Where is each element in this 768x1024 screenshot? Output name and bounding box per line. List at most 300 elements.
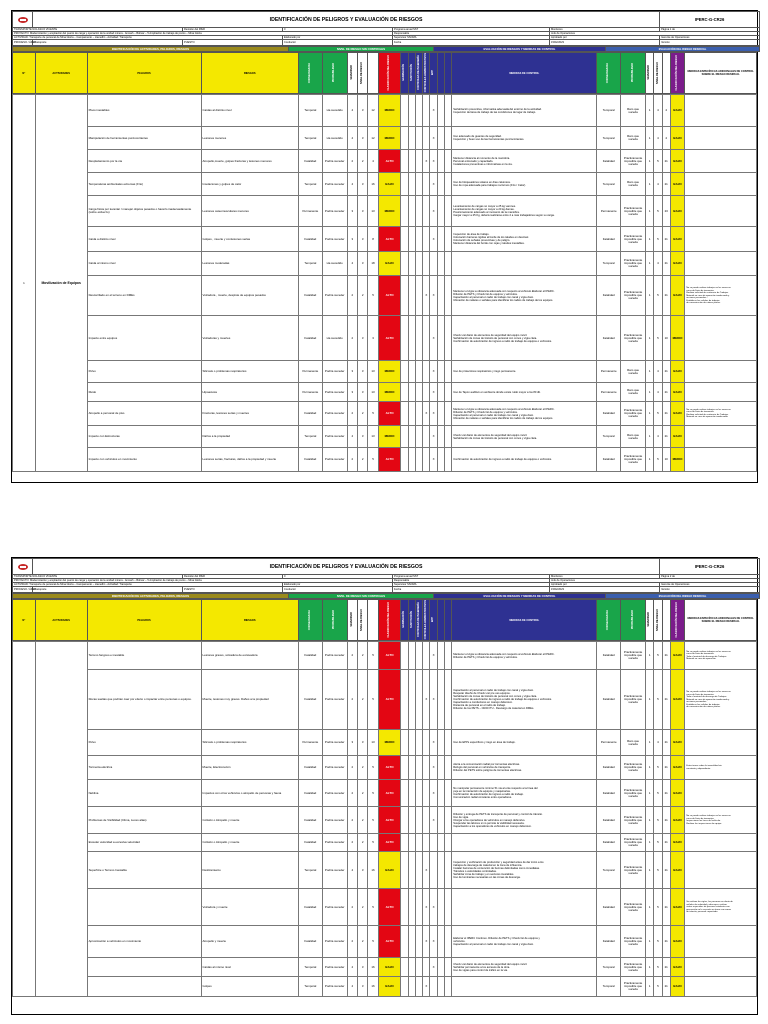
risk-cell: Hipoacusia bbox=[201, 383, 298, 402]
control-sust-cell bbox=[408, 670, 415, 730]
residual-consequence-cell: Fatalidad bbox=[597, 807, 621, 834]
score-a-cell: 2 bbox=[347, 642, 357, 670]
risk-row bbox=[13, 926, 757, 958]
score-b-cell: 3 bbox=[357, 95, 367, 127]
residual-probability-cell: Practicamente imposible que suceda bbox=[621, 852, 646, 889]
residual-level-badge: BAJO bbox=[670, 670, 685, 730]
residual-score-d-cell: 1 bbox=[645, 426, 653, 448]
score-b-cell: 3 bbox=[357, 977, 367, 997]
risk-level-badge: ALTO bbox=[378, 276, 401, 316]
residual-level-badge: BAJO bbox=[670, 127, 685, 150]
score-b-cell: 3 bbox=[357, 426, 367, 448]
score-a-cell: 2 bbox=[347, 834, 357, 852]
score-b-cell: 3 bbox=[357, 852, 367, 889]
residual-probability-cell: Raro que suceda bbox=[621, 730, 646, 756]
residual-consequence-cell: Fatalidad bbox=[597, 150, 621, 173]
probability-cell: Podría suceder bbox=[322, 958, 347, 977]
control-ing-cell bbox=[415, 402, 422, 426]
version-label-2: Versión bbox=[660, 587, 760, 593]
score-a-cell: 2 bbox=[347, 316, 357, 361]
risk-row bbox=[13, 670, 757, 730]
area-value: Transporte bbox=[33, 40, 183, 46]
col-consecuencia-2: CONSECUENCIA bbox=[606, 609, 610, 630]
control-measures-cell: Alerta a la comunicación radial por tormentas eléctricas. Refugio del personal en vehículos de transporte. Difusión del PETS sobre peligros de tormentas eléctricas. bbox=[452, 756, 597, 780]
band-eval-2: EVALUACIÓN DE RIESGOS Y MEDIDAS DE CONTROL bbox=[434, 594, 606, 599]
observation-cell bbox=[685, 426, 757, 448]
control-sust-cell bbox=[408, 756, 415, 780]
control-elim-cell bbox=[401, 173, 408, 196]
control-epp-mark: X bbox=[430, 756, 437, 780]
score-b-cell: 2 bbox=[357, 448, 367, 472]
score-a-cell: 4 bbox=[347, 426, 357, 448]
score-a-cell: 2 bbox=[347, 889, 357, 926]
hazard-cell: Tormenta eléctrica bbox=[87, 756, 201, 780]
page-number-2: Página 2 de bbox=[660, 575, 760, 579]
risk-row bbox=[13, 756, 757, 780]
consequence-cell: Permanente bbox=[298, 383, 322, 402]
hazard-cell: Caída a distinto nivel bbox=[87, 227, 201, 252]
residual-score-e-cell: 4 bbox=[654, 361, 662, 383]
score-c-cell: 13 bbox=[368, 383, 378, 402]
control-extra-cell bbox=[444, 926, 451, 958]
control-measures-cell: Check List diario de elementos de seguridad del equipo móvil. Señalización de zonas de tránsito de personal con conos y vigía clara. bbox=[452, 426, 597, 448]
probability-cell: Podría suceder bbox=[322, 670, 347, 730]
residual-consequence-cell: Fatalidad bbox=[597, 834, 621, 852]
residual-score-e-cell: 5 bbox=[654, 852, 662, 889]
col-epp: EPP bbox=[431, 617, 435, 623]
residual-score-d-cell: 1 bbox=[645, 227, 653, 252]
residual-score-f-cell: 21 bbox=[662, 402, 670, 426]
consequence-cell: Permanente bbox=[298, 196, 322, 227]
hazard-cell bbox=[87, 889, 201, 926]
control-extra-cell bbox=[437, 316, 444, 361]
control-extra-cell bbox=[444, 95, 451, 127]
residual-score-e-cell: 5 bbox=[654, 150, 662, 173]
risk-row bbox=[13, 95, 757, 127]
control-epp-mark: X bbox=[430, 670, 437, 730]
score-c-cell: 13 bbox=[368, 730, 378, 756]
residual-consequence-cell: Fatalidad bbox=[597, 926, 621, 958]
score-b-cell: 2 bbox=[357, 780, 367, 807]
residual-score-f-cell: 21 bbox=[662, 670, 670, 730]
residual-probability-cell: Practicamente imposible que suceda bbox=[621, 150, 646, 173]
control-extra-cell bbox=[437, 95, 444, 127]
score-c-cell: 4 bbox=[368, 150, 378, 173]
residual-consequence-cell: Fatalidad bbox=[597, 448, 621, 472]
residual-probability-cell: Practicamente imposible que suceda bbox=[621, 926, 646, 958]
control-extra-cell bbox=[437, 383, 444, 402]
observation-cell bbox=[685, 852, 757, 889]
control-adm-mark bbox=[423, 448, 430, 472]
control-measures-cell: Inspección y verificación de producción y seguridad antes de dar inicio a los trabajos de descarga de material en la zona de influencia. Instalar barreras de contención de bermas delimitadas como inmediatas. Tránsitos o velocidades controladas. Señalizar zona de trabajo y en sectores inestables. Uso de luminarias necesarias en las zonas de descarga. bbox=[452, 852, 597, 889]
control-elim-cell bbox=[401, 361, 408, 383]
residual-score-e-cell: 4 bbox=[654, 95, 662, 127]
residual-score-d-cell: 1 bbox=[645, 316, 653, 361]
col-consecuencia-2: CONSECUENCIA bbox=[606, 62, 610, 83]
risk-level-badge: MEDIO bbox=[378, 383, 401, 402]
control-epp-mark: X bbox=[430, 361, 437, 383]
residual-score-d-cell: 1 bbox=[645, 670, 653, 730]
control-ing-cell bbox=[415, 448, 422, 472]
control-adm-mark: X bbox=[423, 852, 430, 889]
probability-cell: Podría suceder bbox=[322, 150, 347, 173]
control-extra-cell bbox=[444, 977, 451, 997]
hazard-cell: Aproximación a vehículos en movimiento bbox=[87, 926, 201, 958]
control-elim-cell bbox=[401, 276, 408, 316]
control-elim-cell bbox=[401, 95, 408, 127]
score-c-cell: 5 bbox=[368, 276, 378, 316]
consequence-cell: Fatalidad bbox=[298, 889, 322, 926]
control-elim-cell bbox=[401, 780, 408, 807]
control-epp-mark: X bbox=[430, 730, 437, 756]
residual-score-e-cell: 5 bbox=[654, 756, 662, 780]
control-elim-cell bbox=[401, 402, 408, 426]
score-b-cell: 2 bbox=[357, 642, 367, 670]
program-label: Programa anual SST bbox=[393, 28, 550, 32]
col-medidas: MEDIDAS DE CONTROL bbox=[452, 600, 597, 641]
control-adm-mark bbox=[423, 383, 430, 402]
residual-score-f-cell: 21 bbox=[662, 926, 670, 958]
date-value-2: 15/02/2023 bbox=[550, 587, 660, 593]
subarea-label-2: PUESTO bbox=[183, 587, 283, 593]
residual-level-badge: BAJO bbox=[670, 383, 685, 402]
hazard-cell: Terreno fangoso e inestable bbox=[87, 642, 201, 670]
observation-cell: No se puede realizar trabajos en las zonas en curso de lluvia de tormentas. Todo el material de descarga de Trabajos Material en caso de operación. bbox=[685, 642, 757, 670]
consequence-cell: Fatalidad bbox=[298, 642, 322, 670]
control-ing-cell bbox=[415, 227, 422, 252]
residual-consequence-cell: Fatalidad bbox=[597, 756, 621, 780]
consequence-cell: Fatalidad bbox=[298, 316, 322, 361]
control-measures-cell bbox=[452, 889, 597, 926]
risk-cell: Lesiones moderadas bbox=[201, 252, 298, 276]
logo-icon bbox=[18, 17, 28, 23]
residual-score-f-cell: 21 bbox=[662, 889, 670, 926]
control-epp-mark: X bbox=[430, 127, 437, 150]
control-adm-mark bbox=[423, 834, 430, 852]
control-adm-mark: X bbox=[423, 889, 430, 926]
residual-probability-cell: Practicamente imposible que suceda bbox=[621, 252, 646, 276]
residual-consequence-cell: Fatalidad bbox=[597, 780, 621, 807]
risk-cell: Lesiones osteomusculares menores bbox=[201, 196, 298, 227]
control-extra-cell bbox=[437, 227, 444, 252]
score-c-cell: 13 bbox=[368, 361, 378, 383]
apro-value-2: Gerente de Operaciones bbox=[660, 583, 760, 587]
probability-cell: Podría suceder bbox=[322, 361, 347, 383]
control-elim-cell bbox=[401, 316, 408, 361]
hazard-cell bbox=[87, 958, 201, 977]
company-name: TRANSPORTE NOLASCO VICENTE bbox=[13, 28, 183, 32]
control-extra-cell bbox=[444, 426, 451, 448]
observation-cell: Se realizan las vigías, las personas en alerta de señales de velocidad y descenso, realizar visitas especiales de personal conductor con precaución en la cercanía en áreas con zonas de tránsito, personal capacitado. bbox=[685, 889, 757, 926]
control-measures-cell: Señalización preventiva, informativa adecuada del entorno de la actividad. Inspección del área de trabajo de las condiciones de lugar de trabajo. bbox=[452, 95, 597, 127]
risk-row bbox=[13, 383, 757, 402]
control-measures-cell: Inspección de área de trabajo. Colocación barreras rígidas al borde de los taludes en desnivel. Colocación de señales preventivas y de peligro. Mantener distancia del borde con rejas y taludes inestables. bbox=[452, 227, 597, 252]
control-elim-cell bbox=[401, 958, 408, 977]
col-n: N° bbox=[13, 600, 36, 641]
revision-label-2: Revisión del IPER bbox=[183, 575, 283, 579]
control-epp-mark: X bbox=[430, 173, 437, 196]
probability-cell: Podría suceder bbox=[322, 977, 347, 997]
residual-score-f-cell: 10 bbox=[662, 316, 670, 361]
control-extra-cell bbox=[437, 127, 444, 150]
control-extra-cell bbox=[444, 252, 451, 276]
risk-cell: Daños a la propiedad bbox=[201, 426, 298, 448]
residual-level-badge: BAJO bbox=[670, 642, 685, 670]
risk-cell: Muerte, Electrocución bbox=[201, 756, 298, 780]
control-sust-cell bbox=[408, 780, 415, 807]
score-c-cell: 5 bbox=[368, 448, 378, 472]
control-elim-cell bbox=[401, 834, 408, 852]
control-measures-cell bbox=[452, 252, 597, 276]
col-probabilidad-2: PROBABILIDAD bbox=[630, 610, 634, 630]
score-a-cell: 2 bbox=[347, 448, 357, 472]
col-eliminacion: ELIMINACIÓN bbox=[402, 64, 406, 81]
residual-score-e-cell: 5 bbox=[654, 196, 662, 227]
residual-probability-cell: Practicamente imposible que suceda bbox=[621, 958, 646, 977]
residual-score-e-cell: 4 bbox=[654, 252, 662, 276]
risk-level-badge: ALTO bbox=[378, 402, 401, 426]
residual-score-f-cell: 21 bbox=[662, 977, 670, 997]
residual-score-d-cell: 1 bbox=[645, 730, 653, 756]
col-clasificacion: CLASIFICACIÓN DEL RIESGO bbox=[387, 54, 391, 91]
consequence-cell: Fatalidad bbox=[298, 926, 322, 958]
control-epp-mark bbox=[430, 852, 437, 889]
hazard-cell: Desplazamiento por la vía bbox=[87, 150, 201, 173]
control-ing-cell bbox=[415, 642, 422, 670]
control-epp-mark: X bbox=[430, 316, 437, 361]
risk-cell: Volcaduras y muertes bbox=[201, 316, 298, 361]
risk-level-badge: ALTO bbox=[378, 780, 401, 807]
elab-label-2: Elaborado por bbox=[283, 583, 393, 587]
hazard-cell bbox=[87, 977, 201, 997]
residual-consequence-cell: Temporal bbox=[597, 977, 621, 997]
column-headers-2 bbox=[12, 599, 757, 641]
control-sust-cell bbox=[408, 958, 415, 977]
control-extra-cell bbox=[437, 780, 444, 807]
score-c-cell: 5 bbox=[368, 402, 378, 426]
control-sust-cell bbox=[408, 252, 415, 276]
control-ing-cell bbox=[415, 426, 422, 448]
risk-table-page-2 bbox=[12, 641, 757, 997]
score-a-cell: 4 bbox=[347, 958, 357, 977]
risk-row bbox=[13, 642, 757, 670]
hazard-cell: Descarrilado en el terreno en DMEs bbox=[87, 276, 201, 316]
risk-row bbox=[13, 361, 757, 383]
control-ing-cell bbox=[415, 316, 422, 361]
score-a-cell: 2 bbox=[347, 780, 357, 807]
col-probabilidad: PROBABILIDAD bbox=[332, 63, 336, 83]
probability-cell: Podría suceder bbox=[322, 426, 347, 448]
residual-level-badge: BAJO bbox=[670, 402, 685, 426]
control-epp-mark: X bbox=[430, 196, 437, 227]
column-headers bbox=[12, 52, 757, 94]
score-a-cell: 3 bbox=[347, 196, 357, 227]
residual-probability-cell: Practicamente imposible que suceda bbox=[621, 756, 646, 780]
score-c-cell: 5 bbox=[368, 807, 378, 834]
control-extra-cell bbox=[444, 889, 451, 926]
residual-probability-cell: Practicamente imposible que suceda bbox=[621, 227, 646, 252]
control-elim-cell bbox=[401, 196, 408, 227]
residual-consequence-cell: Temporal bbox=[597, 95, 621, 127]
consequence-cell: Temporal bbox=[298, 127, 322, 150]
residual-probability-cell: Practicamente imposible que suceda bbox=[621, 316, 646, 361]
consequence-cell: Fatalidad bbox=[298, 150, 322, 173]
sheet-title-2: IDENTIFICACIÓN DE PELIGROS Y EVALUACIÓN DE RIESGOS bbox=[33, 559, 660, 575]
control-ing-cell bbox=[415, 196, 422, 227]
control-measures-cell bbox=[452, 977, 597, 997]
score-a-cell: 3 bbox=[347, 383, 357, 402]
observation-cell bbox=[685, 173, 757, 196]
risk-level-badge: ALTO bbox=[378, 448, 401, 472]
residual-probability-cell: Practicamente imposible que suceda bbox=[621, 642, 646, 670]
risk-cell: Silicosis o problemas respiratorios bbox=[201, 730, 298, 756]
monitor-label: Monitoreo bbox=[550, 28, 660, 32]
control-epp-mark: X bbox=[430, 276, 437, 316]
score-c-cell: 5 bbox=[368, 670, 378, 730]
col-nr-2: NIVEL DE RIESGO bbox=[655, 61, 659, 84]
probability-cell: Podría suceder bbox=[322, 926, 347, 958]
page-gap bbox=[0, 483, 768, 557]
control-measures-cell: Uso de bloqueadores solares en días calurosos. Uso de ropa adecuada para trabajos nocturnos (Frio / Calor). bbox=[452, 173, 597, 196]
residual-level-badge: MEDIO bbox=[670, 316, 685, 361]
hazard-cell: Exceder velocidad a excesiva velocidad bbox=[87, 834, 201, 852]
probability-cell: Podría suceder bbox=[322, 402, 347, 426]
control-sust-cell bbox=[408, 807, 415, 834]
residual-consequence-cell: Fatalidad bbox=[597, 227, 621, 252]
risk-level-badge: MEDIO bbox=[378, 196, 401, 227]
residual-score-e-cell: 5 bbox=[654, 834, 662, 852]
probability-cell: Ha sucedido bbox=[322, 316, 347, 361]
control-adm-mark bbox=[423, 730, 430, 756]
control-extra-cell bbox=[437, 252, 444, 276]
residual-score-f-cell: 21 bbox=[662, 150, 670, 173]
probability-cell: Podría suceder bbox=[322, 834, 347, 852]
activity-number bbox=[13, 642, 36, 997]
apro-label-2: Aprobado por bbox=[550, 583, 660, 587]
residual-score-e-cell: 4 bbox=[654, 173, 662, 196]
control-ing-cell bbox=[415, 173, 422, 196]
control-elim-cell bbox=[401, 807, 408, 834]
col-ingenieria: CONTROLES DE INGENIERÍA bbox=[416, 55, 420, 91]
residual-level-badge: BAJO bbox=[670, 926, 685, 958]
risk-cell: Caídas al distinto nivel bbox=[201, 95, 298, 127]
col-observaciones: MEDIDAS ESPECÍFICAS ADICIONALES DE CONTROL SOBRE EL RIESGO RESIDUAL bbox=[685, 600, 757, 641]
risk-cell: Deslizamiento bbox=[201, 852, 298, 889]
residual-score-d-cell: 1 bbox=[645, 889, 653, 926]
residual-consequence-cell: Fatalidad bbox=[597, 670, 621, 730]
date-label-2: Fecha bbox=[393, 587, 550, 593]
hazard-cell: Manipulación de herramientas punzocortantes bbox=[87, 127, 201, 150]
residual-consequence-cell: Temporal bbox=[597, 852, 621, 889]
hazard-cell: Problemas de Visibilidad (Clima, Luces altas) bbox=[87, 807, 201, 834]
residual-score-e-cell: 5 bbox=[654, 448, 662, 472]
risk-cell: Caídas al mismo nivel bbox=[201, 958, 298, 977]
control-measures-cell: No manipular permanente mínimo 51 via al ente respecto a la línea del puje en la interacción de equipos y maquinarias. Confirmación de autorización de ingreso a radio de trabajo. Comunicación radial constante entre operadores. bbox=[452, 780, 597, 807]
score-c-cell: 16 bbox=[368, 958, 378, 977]
residual-score-e-cell: 5 bbox=[654, 926, 662, 958]
residual-score-d-cell: 1 bbox=[645, 173, 653, 196]
residual-probability-cell: Practicamente imposible que suceda bbox=[621, 807, 646, 834]
residual-score-f-cell: 21 bbox=[662, 227, 670, 252]
score-a-cell: 4 bbox=[347, 173, 357, 196]
col-probabilidad-2: PROBABILIDAD bbox=[630, 63, 634, 83]
control-measures-cell: Confirmación de autorización de ingreso a radio de trabajo de equipos o vehículos. bbox=[452, 448, 597, 472]
consequence-cell: Temporal bbox=[298, 252, 322, 276]
risk-level-badge: ALTO bbox=[378, 834, 401, 852]
residual-score-e-cell: 5 bbox=[654, 642, 662, 670]
score-c-cell: 8 bbox=[368, 227, 378, 252]
residual-score-d-cell: 1 bbox=[645, 852, 653, 889]
probability-cell: Podría suceder bbox=[322, 889, 347, 926]
risk-row bbox=[13, 173, 757, 196]
iperc-sheet-page-1 bbox=[11, 10, 758, 483]
risk-level-badge: BAJO bbox=[378, 173, 401, 196]
control-epp-mark: X bbox=[430, 926, 437, 958]
col-administrativos: CONTROLES ADMINISTRATIVOS bbox=[424, 600, 428, 640]
residual-score-e-cell: 5 bbox=[654, 977, 662, 997]
col-clasificacion: CLASIFICACIÓN DEL RIESGO bbox=[387, 601, 391, 638]
residual-probability-cell: Practicamente imposible que suceda bbox=[621, 402, 646, 426]
col-riesgo: RIESGOS bbox=[201, 600, 298, 641]
residual-score-e-cell: 5 bbox=[654, 780, 662, 807]
score-c-cell: 3 bbox=[368, 316, 378, 361]
project-line: PROYECTO: Modernización y ampliación del puerto de carga y operación de la unidad minera - Ancash – Bolívar – 5 Ampliación de trabajo de pozos – Mina Gloria bbox=[13, 32, 393, 36]
control-elim-cell bbox=[401, 977, 408, 997]
score-a-cell: 4 bbox=[347, 852, 357, 889]
risk-cell: Volcadura , muerte, despiste de equipos pesados bbox=[201, 276, 298, 316]
residual-score-f-cell: 21 bbox=[662, 958, 670, 977]
control-epp-mark: X bbox=[430, 642, 437, 670]
risk-row bbox=[13, 227, 757, 252]
residual-level-badge: BAJO bbox=[670, 977, 685, 997]
score-b-cell: 2 bbox=[357, 150, 367, 173]
residual-score-e-cell: 5 bbox=[654, 316, 662, 361]
risk-level-badge: BAJO bbox=[378, 252, 401, 276]
residual-score-e-cell: 4 bbox=[654, 426, 662, 448]
control-extra-cell bbox=[444, 227, 451, 252]
control-epp-mark bbox=[430, 834, 437, 852]
residual-probability-cell: Raro que suceda bbox=[621, 127, 646, 150]
control-ing-cell bbox=[415, 730, 422, 756]
risk-level-badge: MEDIO bbox=[378, 127, 401, 150]
activity-name bbox=[35, 642, 87, 997]
risk-cell: Lesiones serias, fracturas, daños a la propiedad y muerte bbox=[201, 448, 298, 472]
score-a-cell: 4 bbox=[347, 95, 357, 127]
risk-row bbox=[13, 852, 757, 889]
control-ing-cell bbox=[415, 95, 422, 127]
col-sev-2: SEVERIDAD bbox=[647, 65, 651, 80]
control-adm-mark: X bbox=[423, 926, 430, 958]
control-adm-mark bbox=[423, 252, 430, 276]
residual-consequence-cell: Fatalidad bbox=[597, 402, 621, 426]
control-sust-cell bbox=[408, 642, 415, 670]
risk-row bbox=[13, 807, 757, 834]
observation-cell bbox=[685, 150, 757, 173]
score-a-cell: 2 bbox=[347, 150, 357, 173]
consequence-cell: Fatalidad bbox=[298, 670, 322, 730]
control-epp-mark bbox=[430, 252, 437, 276]
probability-cell: Podría suceder bbox=[322, 642, 347, 670]
score-b-cell: 3 bbox=[357, 361, 367, 383]
control-adm-mark bbox=[423, 361, 430, 383]
control-adm-mark bbox=[423, 780, 430, 807]
hazard-cell: Caída al mismo nivel bbox=[87, 252, 201, 276]
control-adm-mark bbox=[423, 316, 430, 361]
residual-level-badge: BAJO bbox=[670, 958, 685, 977]
risk-row bbox=[13, 730, 757, 756]
probability-cell: Ha sucedido bbox=[322, 127, 347, 150]
col-actividad: ACTIVIDADES bbox=[35, 600, 87, 641]
